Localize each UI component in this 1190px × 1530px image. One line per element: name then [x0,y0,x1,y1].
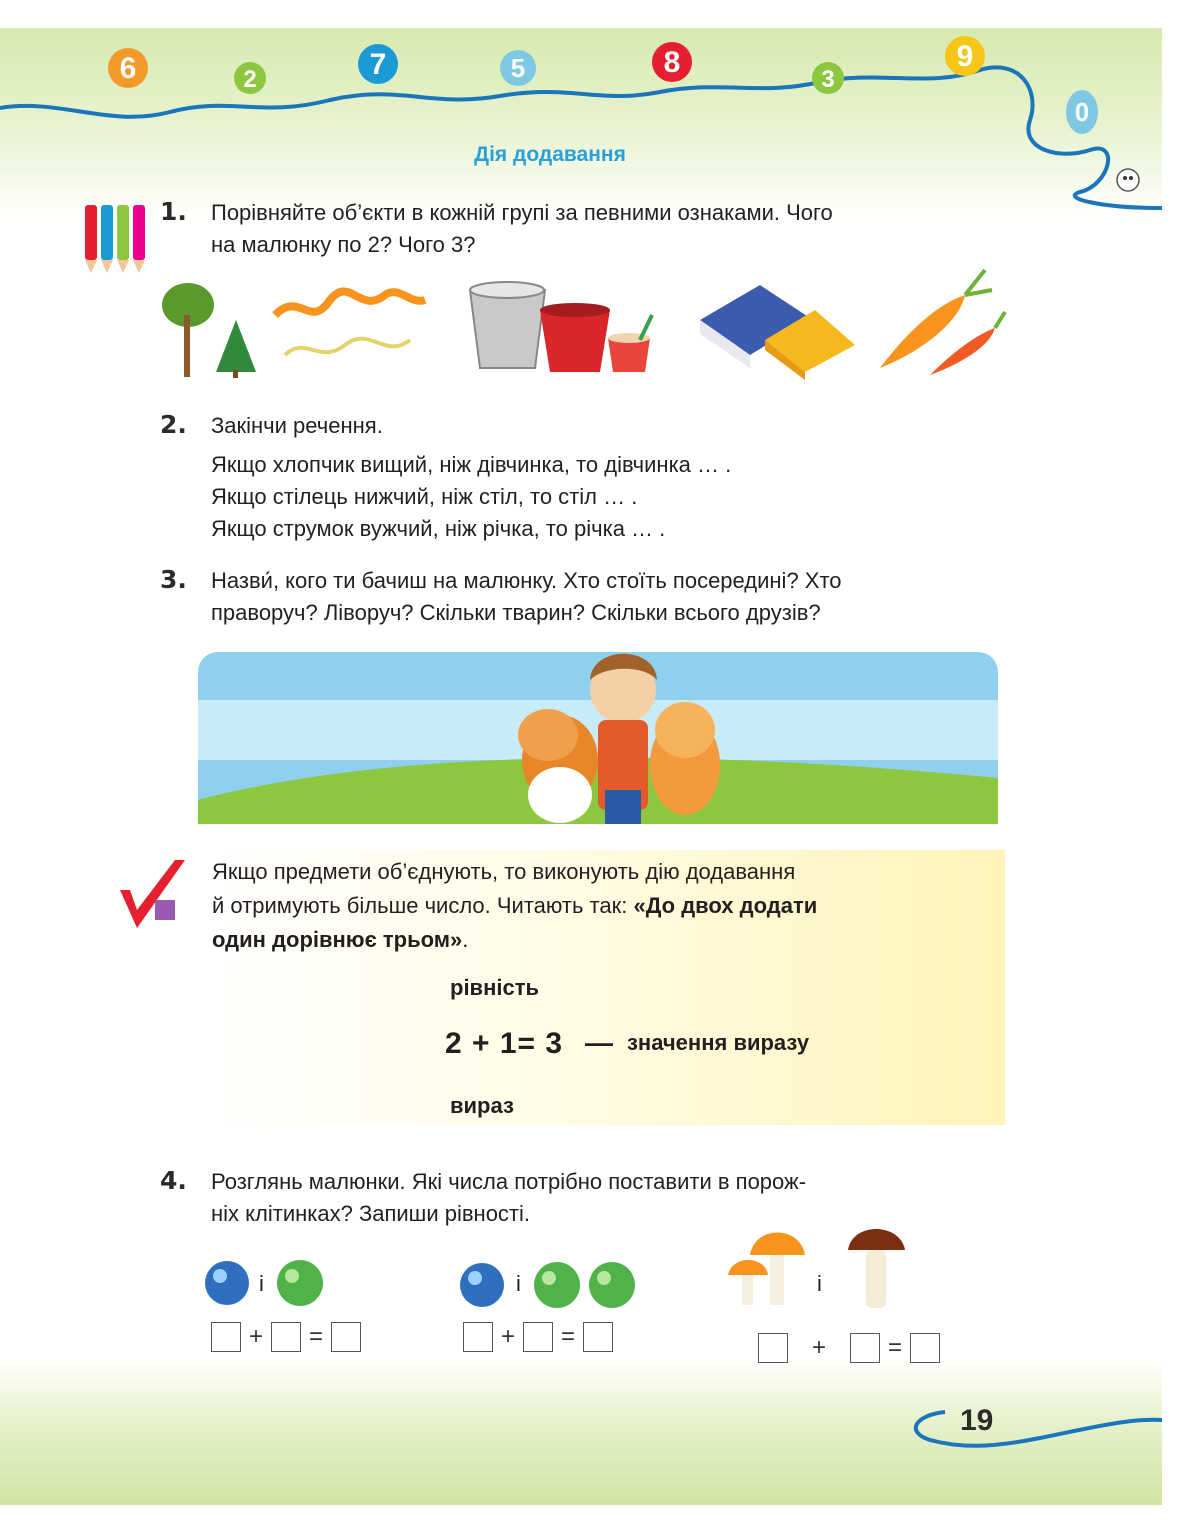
carrots-illustration [880,270,1005,375]
expression-label: вираз [450,1093,514,1118]
plus-sign: + [248,1323,263,1350]
task-4-text [211,1166,1011,1230]
mascot-digit-2 [234,62,266,94]
pencils-icon [85,205,145,273]
footer-wave [916,1412,1162,1446]
svg-text:6: 6 [119,52,137,85]
equation-row-3 [758,1333,940,1363]
trees-illustration [162,283,256,378]
checkmark-mascot-icon [120,860,185,928]
task-2-sentence-1: Якщо хлопчик вищий, ніж дівчинка, то дівчинка … . [211,452,732,477]
books-illustration [700,285,855,380]
rule-line-2-plain: й отримують більше число. Читають так: [212,893,634,918]
svg-text:3: 3 [821,66,835,93]
equation-row-1 [211,1322,361,1352]
equation-dash: — [585,1027,613,1058]
answer-box[interactable] [583,1322,613,1352]
example-equation: 2 + 1= 3 [445,1027,564,1060]
task-1-line-1: Порівняйте об’єкти в кожній групі за певними ознаками. Чого [211,200,833,225]
mascot-digit-6 [108,48,148,88]
answer-box[interactable] [271,1322,301,1352]
task-3-text [211,565,1011,629]
equals-sign: = [887,1334,902,1361]
task-2-intro: Закінчи речення. [211,413,383,438]
page-edge [1162,0,1190,1530]
rule-line-2 [212,889,992,923]
rule-line-3-bold: один дорівнює трьом» [212,927,463,952]
task-4-line-1: Розглянь малюнки. Які числа потрібно поставити в порож- [211,1169,807,1194]
header-wave [0,67,1162,208]
svg-text:7: 7 [369,48,387,81]
task-3-number: 3. [160,565,187,594]
equals-sign: = [308,1323,323,1350]
task-3-line-1: Назви́, кого ти бачиш на малюнку. Хто стоїть посередині? Хто [211,568,842,593]
mascot-digit-5 [500,50,536,86]
plus-sign: + [811,1334,826,1361]
answer-box[interactable] [523,1322,553,1352]
ribbons-illustration [275,291,425,355]
svg-text:9: 9 [956,40,974,73]
mascot-digit-7 [358,44,398,84]
equation-row-3-tail [850,1333,940,1363]
task-1-number: 1. [160,197,187,226]
mascot-digit-9 [945,36,985,76]
mascot-small-creature [1117,169,1139,191]
balls-group-2 [460,1262,635,1308]
answer-box[interactable] [331,1322,361,1352]
rule-line-3 [212,923,992,957]
page-number: 19 [960,1404,994,1437]
rule-line-1: Якщо предмети об’єднують, то виконують дію додавання [212,859,796,884]
task-2-sentence-3: Якщо струмок вужчий, ніж річка, то річка … . [211,516,666,541]
conjunction-3: і [817,1271,822,1296]
rule-line-2-bold: «До двох додати [633,893,818,918]
task-3-line-2: праворуч? Ліворуч? Скільки тварин? Скільки всього друзів? [211,600,821,625]
friends-scene-illustration [198,652,998,824]
rule-text [212,855,992,957]
equality-label: рівність [450,975,540,1000]
rule-line-3-plain: . [462,927,469,952]
answer-box[interactable] [910,1333,940,1363]
value-of-expression-label: значення виразу [627,1030,810,1055]
conjunction-1: і [259,1271,264,1296]
mascot-digit-3 [812,62,844,94]
answer-box[interactable] [758,1333,788,1363]
task-2-number: 2. [160,410,187,439]
buckets-illustration [470,282,652,372]
task-4-number: 4. [160,1166,187,1195]
task-4-line-2: ніх клітинках? Запиши рівності. [211,1201,530,1226]
mascot-digit-0 [1066,90,1098,134]
page-title: Дія додавання [474,143,626,166]
svg-text:5: 5 [510,53,526,83]
task-2-sentences [211,449,1011,545]
answer-box[interactable] [211,1322,241,1352]
svg-text:0: 0 [1074,97,1090,127]
answer-box[interactable] [850,1333,880,1363]
equals-sign: = [560,1323,575,1350]
answer-box[interactable] [463,1322,493,1352]
mascot-digit-8 [652,42,692,82]
conjunction-2: і [516,1271,521,1296]
task-1-line-2: на малюнку по 2? Чого 3? [211,232,476,257]
plus-sign: + [500,1323,515,1350]
task-1-text [211,197,1011,261]
task-2-sentence-2: Якщо стілець нижчий, ніж стіл, то стіл … . [211,484,638,509]
svg-text:2: 2 [243,66,257,93]
balls-group-1 [205,1260,323,1306]
equation-row-2 [463,1322,613,1352]
svg-text:8: 8 [663,46,681,79]
